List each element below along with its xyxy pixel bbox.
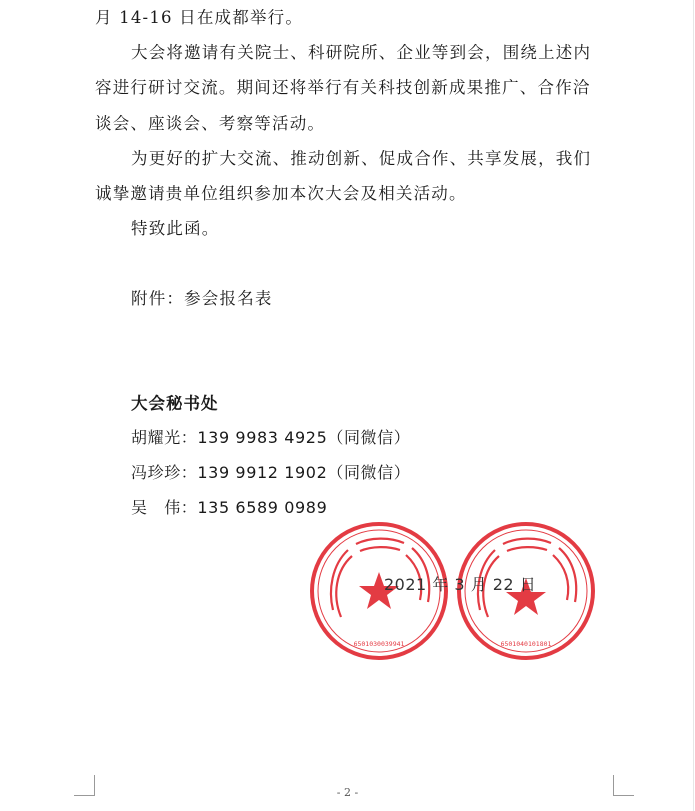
body-line-3: 容进行研讨交流。期间还将举行有关科技创新成果推广、合作洽 xyxy=(95,78,591,97)
body-line-2: 大会将邀请有关院士、科研院所、企业等到会，围绕上述内 xyxy=(131,43,592,62)
body-line-6: 诚挚邀请贵单位组织参加本次大会及相关活动。 xyxy=(95,184,467,203)
body-line-4: 谈会、座谈会、考察等活动。 xyxy=(95,114,326,133)
body-line-5: 为更好的扩大交流、推动创新、促成合作、共享发展，我们 xyxy=(131,149,592,168)
closing-line: 特致此函。 xyxy=(131,219,220,238)
contact-line-2: 冯珍珍：139 9912 1902（同微信） xyxy=(131,463,411,482)
body-line-1: 月 14-16 日在成都举行。 xyxy=(95,8,304,27)
page-edge xyxy=(693,0,694,811)
signing-date: 2021 年 3 月 22 日 xyxy=(384,575,537,594)
seal-left-number: 6501030039941 xyxy=(353,640,405,648)
secretariat-title: 大会秘书处 xyxy=(131,394,219,413)
contact-line-1: 胡耀光：139 9983 4925（同微信） xyxy=(131,428,411,447)
attachment-line: 附件：参会报名表 xyxy=(131,289,273,308)
contact-line-3: 吴 伟：135 6589 0989 xyxy=(131,498,328,517)
page-number: - 2 - xyxy=(336,786,359,799)
seal-right-number: 6501040101801 xyxy=(500,640,552,648)
